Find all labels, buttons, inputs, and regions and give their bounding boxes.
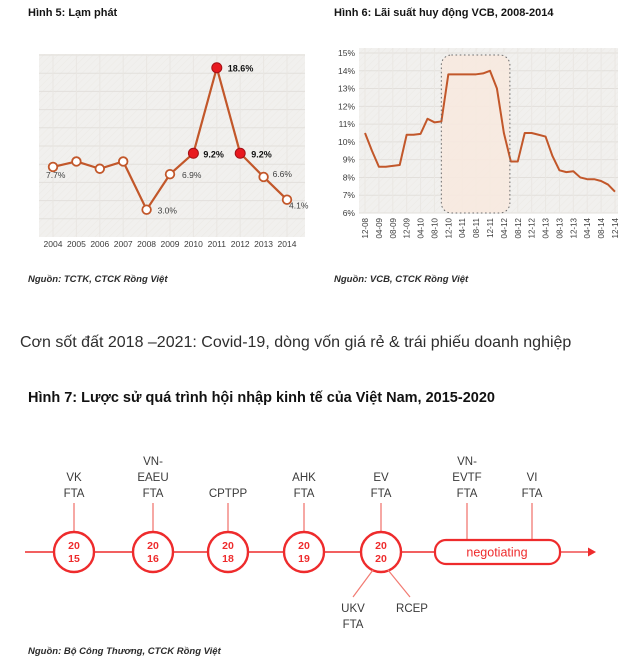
x-axis-label: 08-12 <box>513 218 523 239</box>
y-axis-label: 12% <box>337 101 355 112</box>
timeline-year-circle <box>208 532 248 572</box>
y-axis-label: 6% <box>342 208 355 218</box>
figure5-title: Hình 5: Lạm phát <box>28 7 118 19</box>
data-point <box>72 157 81 166</box>
pending-fta-label: VI <box>526 472 538 484</box>
data-point <box>142 205 151 214</box>
milestone-label: AHK <box>292 472 316 484</box>
point-value-label: 18.6% <box>227 63 254 74</box>
x-axis-label: 12-10 <box>444 218 454 239</box>
timeline-year-label: 20 <box>375 553 387 565</box>
timeline-year-circle <box>54 532 94 572</box>
timeline-year-label: 18 <box>222 553 234 565</box>
x-axis-label: 2004 <box>43 239 63 249</box>
y-axis-label: 13% <box>337 83 355 94</box>
x-axis-label: 08-11 <box>472 218 482 238</box>
x-axis-label: 12-12 <box>527 218 537 239</box>
y-axis-label: 10% <box>337 136 355 147</box>
data-point <box>119 157 128 166</box>
x-axis-label: 2011 <box>207 239 226 249</box>
data-point <box>96 164 105 173</box>
milestone-label: FTA <box>370 488 392 500</box>
timeline-year-label: 19 <box>298 553 310 565</box>
x-axis-label: 12-09 <box>402 218 412 239</box>
timeline-year-label: 15 <box>68 553 80 565</box>
inflation-line-chart <box>25 45 325 260</box>
vcb-deposit-rate-chart <box>330 40 638 270</box>
figure6-source: Nguồn: VCB, CTCK Rồng Việt <box>334 274 469 285</box>
x-axis-label: 2012 <box>230 239 250 249</box>
point-value-label: 3.0% <box>157 205 177 216</box>
x-axis-label: 08-09 <box>388 218 398 239</box>
x-axis-label: 04-10 <box>416 218 426 239</box>
x-axis-label: 2010 <box>183 239 203 249</box>
data-point-highlight <box>235 148 245 158</box>
x-axis-label: 2007 <box>113 239 133 249</box>
data-point-highlight <box>188 148 198 158</box>
x-axis-label: 04-14 <box>583 218 593 239</box>
x-axis-label: 04-09 <box>374 218 384 239</box>
milestone-label: FTA <box>142 488 164 500</box>
sub-milestone-label: UKV <box>341 603 365 615</box>
x-axis-label: 12-11 <box>486 218 496 238</box>
x-axis-label: 08-10 <box>430 218 440 239</box>
point-value-label: 9.2% <box>251 149 272 160</box>
milestone-label: FTA <box>293 488 315 500</box>
point-value-label: 6.6% <box>272 168 292 179</box>
x-axis-label: 08-14 <box>597 218 607 239</box>
data-point <box>259 173 268 182</box>
integration-timeline-diagram <box>0 430 640 644</box>
arrow-head <box>588 548 596 557</box>
milestone-label: CPTPP <box>208 488 248 500</box>
milestone-label: FTA <box>63 488 85 500</box>
x-axis-label: 12-08 <box>361 218 370 239</box>
x-axis-label: 2009 <box>160 239 180 249</box>
timeline-year-circle <box>133 532 173 572</box>
negotiating-label: negotiating <box>466 545 528 560</box>
x-axis-label: 2005 <box>66 239 86 249</box>
x-axis-label: 08-13 <box>555 218 565 239</box>
pending-fta-label: FTA <box>456 488 478 500</box>
timeline-year-label: 16 <box>147 553 159 565</box>
pending-fta-label: EVTF <box>452 472 482 484</box>
figure5-source: Nguồn: TCTK, CTCK Rồng Việt <box>28 274 168 285</box>
x-axis-label: 12-14 <box>611 218 621 239</box>
x-axis-label: 04-11 <box>458 218 468 238</box>
highlight-region-fill <box>441 55 510 213</box>
point-value-label: 4.1% <box>289 200 309 211</box>
milestone-label: VK <box>66 472 82 484</box>
data-point <box>166 170 175 179</box>
milestone-label: EAEU <box>137 472 169 484</box>
point-value-label: 6.9% <box>182 170 202 181</box>
x-axis-label: 04-12 <box>499 218 509 239</box>
sub-label-connector <box>353 570 373 597</box>
timeline-year-label: 20 <box>68 540 80 552</box>
y-axis-label: 14% <box>337 65 355 76</box>
x-axis-label: 12-13 <box>569 218 579 239</box>
y-axis-label: 8% <box>342 172 355 183</box>
y-axis-label: 15% <box>337 47 355 58</box>
section-heading: Cơn sốt đất 2018 –2021: Covid-19, dòng vốn giá rẻ & trái phiếu doanh nghiệp <box>20 334 572 351</box>
timeline-year-label: 20 <box>298 540 310 552</box>
figure6-title: Hình 6: Lãi suất huy động VCB, 2008-2014 <box>334 7 554 19</box>
y-axis-label: 9% <box>342 154 355 165</box>
x-axis-label: 2006 <box>90 239 110 249</box>
figure7-title: Hình 7: Lược sử quá trình hội nhập kinh tế của Việt Nam, 2015-2020 <box>28 390 495 406</box>
timeline-year-label: 20 <box>375 540 387 552</box>
x-axis-label: 04-13 <box>541 218 551 239</box>
figure7-source: Nguồn: Bộ Công Thương, CTCK Rồng Việt <box>28 646 221 657</box>
milestone-label: VN- <box>143 456 163 468</box>
timeline-year-circle <box>284 532 324 572</box>
pending-fta-label: FTA <box>521 488 543 500</box>
timeline-year-circle <box>361 532 401 572</box>
sub-milestone-label: RCEP <box>396 603 428 615</box>
sub-milestone-label: FTA <box>342 619 364 631</box>
timeline-year-label: 20 <box>222 540 234 552</box>
point-value-label: 7.7% <box>46 169 66 180</box>
x-axis-label: 2008 <box>137 239 157 249</box>
y-axis-label: 7% <box>342 190 355 201</box>
sub-label-connector <box>388 570 410 597</box>
point-value-label: 9.2% <box>203 149 224 160</box>
timeline-year-label: 20 <box>147 540 159 552</box>
milestone-label: EV <box>373 472 389 484</box>
data-point-highlight <box>212 63 222 73</box>
x-axis-label: 2013 <box>254 239 274 249</box>
x-axis-label: 2014 <box>277 239 297 249</box>
y-axis-label: 11% <box>338 119 355 130</box>
pending-fta-label: VN- <box>457 456 477 468</box>
